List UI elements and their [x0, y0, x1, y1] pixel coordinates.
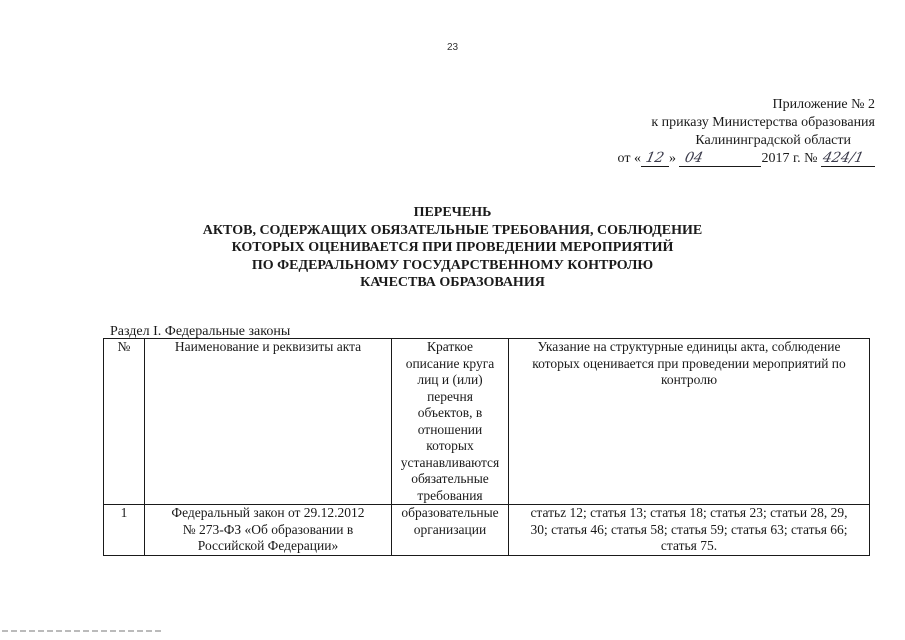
header-units [509, 339, 870, 505]
handwritten-month: 04 [683, 150, 705, 166]
date-year-text: 2017 г. № [761, 151, 818, 166]
appendix-order-ref: к приказу Министерства образования [651, 115, 875, 130]
scan-artifact [2, 630, 162, 632]
order-number-field [821, 151, 875, 167]
header-scope-line: описание круга [405, 355, 495, 371]
heading-line-3: КОТОРЫХ ОЦЕНИВАЕТСЯ ПРИ ПРОВЕДЕНИИ МЕРОПРИЯТИЙ [231, 240, 674, 255]
cell-name-line: Федеральный закон от 29.12.2012 [171, 505, 365, 520]
header-scope-line: Краткое [426, 339, 474, 354]
date-day-field [641, 151, 669, 167]
appendix-title: Приложение № 2 [772, 97, 875, 112]
heading-line-5: КАЧЕСТВА ОБРАЗОВАНИЯ [360, 275, 545, 290]
cell-scope-line: организации [413, 521, 487, 537]
acts-table [103, 338, 870, 556]
heading-line-2: АКТОВ, СОДЕРЖАЩИХ ОБЯЗАТЕЛЬНЫЕ ТРЕБОВАНИЯ, СОБЛЮДЕНИЕ [202, 222, 703, 238]
cell-scope-line: образовательные [401, 505, 499, 520]
cell-units-line: статьz 12; статья 13; статья 18; статья 23; статьи 28, 29, [530, 505, 848, 520]
header-scope-line: лиц и (или) [417, 372, 483, 387]
header-name: Наименование и реквизиты акта [145, 339, 392, 505]
table-row [104, 505, 870, 556]
date-month-field [679, 151, 761, 167]
appendix-region: Калининградской области [695, 133, 851, 148]
header-scope-line: объектов, в [417, 405, 483, 420]
header-scope-line: обязательные [411, 471, 489, 486]
cell-name-line: № 273-ФЗ «Об образовании в [182, 521, 354, 537]
cell-num: 1 [104, 505, 145, 556]
table-header-row [104, 339, 870, 505]
header-units-line: которых оценивается при проведении мероприятий по [532, 355, 846, 371]
date-mid: » [668, 151, 676, 166]
appendix-date-line [618, 150, 875, 168]
heading-line-1: ПЕРЕЧЕНЬ [413, 205, 492, 220]
page-number: 23 [446, 42, 459, 53]
header-scope-line: требования [417, 487, 483, 503]
cell-name [145, 505, 392, 556]
header-units-line: контролю [660, 372, 718, 387]
header-scope-line: перечня [427, 388, 473, 404]
date-prefix: от « [617, 151, 641, 166]
handwritten-number: 424/1 [821, 150, 866, 166]
appendix-block [618, 96, 875, 168]
cell-scope [392, 505, 509, 556]
header-num: № [104, 339, 145, 505]
header-scope-line: отношении [417, 421, 483, 437]
cell-units-line: статья 75. [660, 538, 718, 553]
cell-name-line: Российской Федерации» [197, 538, 339, 553]
header-scope-line: устанавливаются [400, 454, 500, 470]
cell-units [509, 505, 870, 556]
section-title: Раздел I. Федеральные законы [110, 324, 291, 339]
heading-line-4: ПО ФЕДЕРАЛЬНОМУ ГОСУДАРСТВЕННОМУ КОНТРОЛЮ [251, 257, 654, 273]
header-scope-line: которых [426, 438, 474, 453]
cell-units-line: 30; статья 46; статья 58; статья 59; статья 63; статья 66; [530, 521, 848, 537]
header-scope [392, 339, 509, 505]
handwritten-day: 12 [644, 150, 666, 166]
document-heading [0, 204, 905, 292]
header-units-line: Указание на структурные единицы акта, соблюдение [537, 339, 841, 354]
